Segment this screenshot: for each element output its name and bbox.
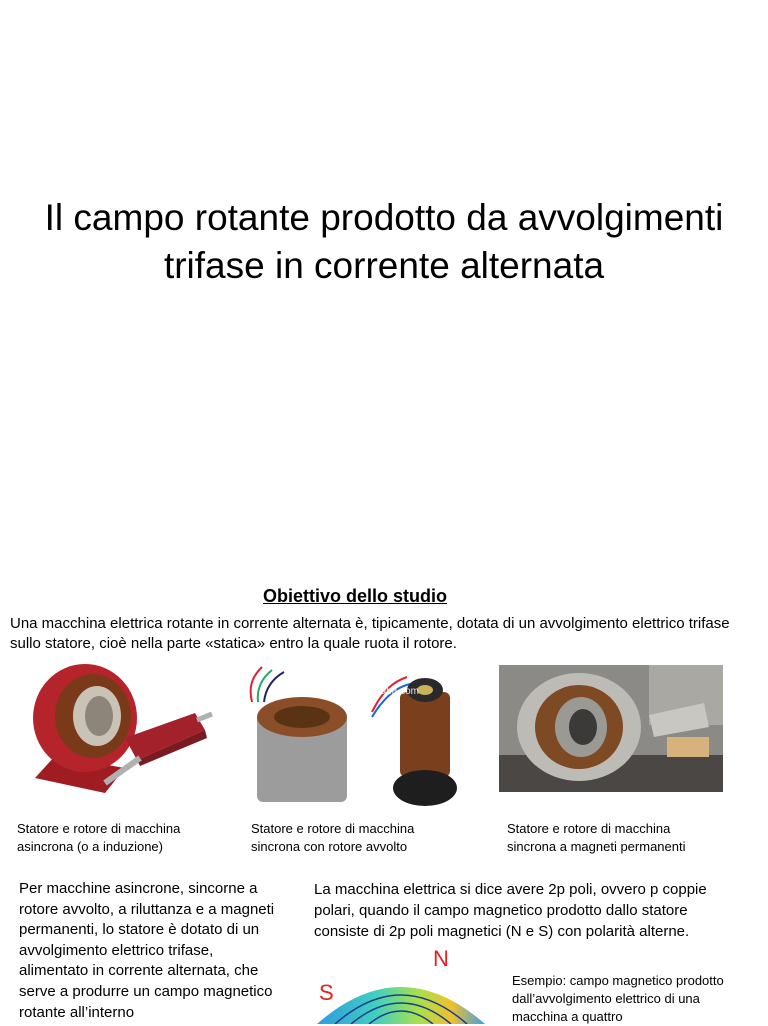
caption-wound-rotor-line-1: Statore e rotore di macchina — [251, 821, 415, 836]
south-pole-label: S — [319, 980, 334, 1005]
poles-paragraph: La macchina elettrica si dice avere 2p poli, ovvero p coppie polari, quando il campo magnetico prodotto dallo statore consiste di 2p poli magnetici (N e S) con polarità alterne. — [314, 881, 707, 940]
permanent-magnet-motor-photo — [499, 665, 723, 792]
caption-asynchronous — [17, 820, 232, 856]
caption-wound-rotor-line-2: sincrona con rotore avvolto — [251, 839, 408, 854]
watermark-text: shangenergyco.en.alibaba.com — [280, 686, 419, 697]
asynchronous-motor-photo — [15, 658, 215, 806]
caption-permanent-magnet — [507, 820, 747, 856]
wound-rotor-motor-photo — [232, 662, 457, 810]
caption-permanent-magnet-line-1: Statore e rotore di macchina — [507, 821, 671, 836]
slide-title — [0, 194, 768, 290]
content-slide — [0, 566, 768, 1024]
intro-paragraph: Una macchina elettrica rotante in corrente alternata è, tipicamente, dotata di un avvolgimento elettrico trifase sullo statore, cioè nella parte «statica» entro la quale ruota il rotore. — [10, 615, 730, 652]
example-caption: Esempio: campo magnetico prodotto dall’avvolgimento elettrico di una macchina a quattro — [512, 973, 724, 1024]
caption-permanent-magnet-line-2: sincrona a magneti permanenti — [507, 839, 686, 854]
slide-title-line-2: trifase in corrente alternata — [163, 245, 605, 286]
caption-wound-rotor — [251, 820, 481, 856]
magnetic-field-simulation-image — [317, 960, 485, 1024]
north-pole-label: N — [433, 946, 449, 971]
caption-asynchronous-line-2: asincrona (o a induzione) — [17, 839, 163, 854]
slide-title-line-1: Il campo rotante prodotto da avvolgimenti — [44, 197, 724, 238]
stator-winding-paragraph: Per macchine asincrone, sincorne a rotore avvolto, a riluttanza e a magneti permanenti, lo statore è dotato di un avvolgimento elettrico trifase, alimentato in corrente alternata, che serve a produrre un campo magnetico rotante all’interno — [19, 880, 275, 1021]
section-heading: Obiettivo dello studio — [263, 586, 447, 606]
caption-asynchronous-line-1: Statore e rotore di macchina — [17, 821, 181, 836]
